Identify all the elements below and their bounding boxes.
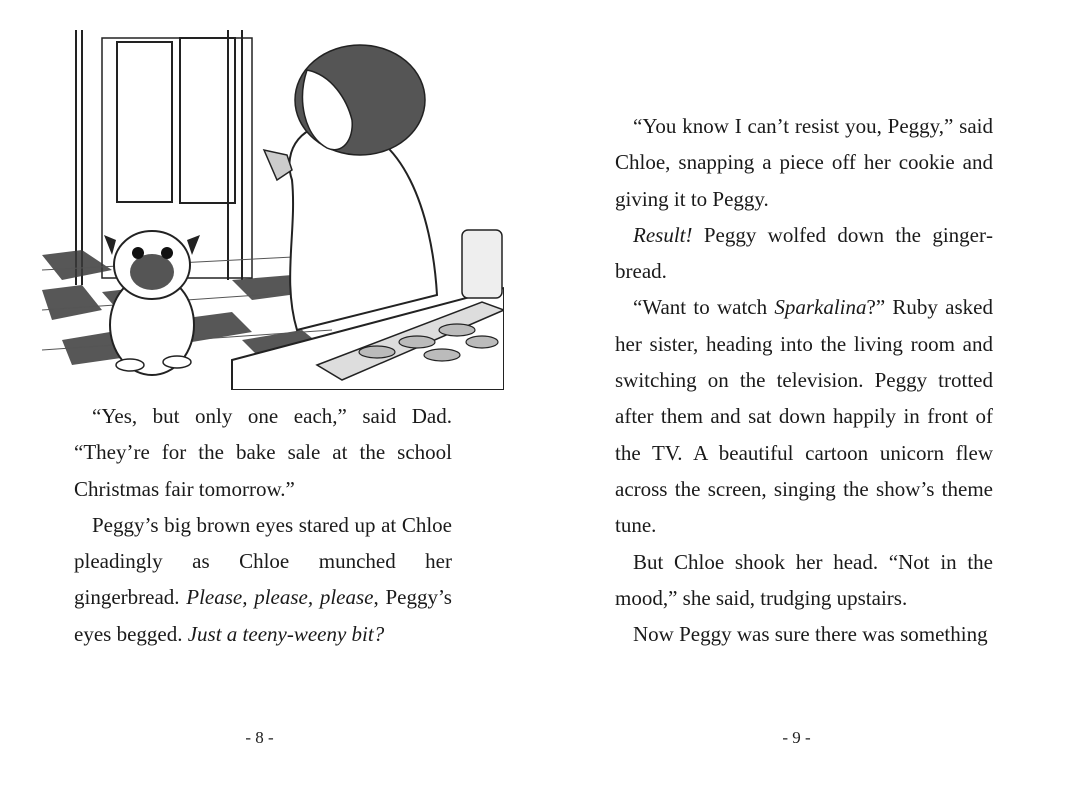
text-run: But Chloe shook her head. “Not in the mood,” she said, trudging upstairs. bbox=[615, 549, 993, 610]
paragraph bbox=[615, 108, 993, 217]
text-run: , Peggy’s eyes begged. bbox=[74, 585, 452, 646]
text-run: Now Peggy was sure there was something bbox=[633, 622, 988, 647]
right-page bbox=[533, 0, 1066, 800]
right-page-text bbox=[615, 108, 993, 652]
pug-and-girl-illustration bbox=[42, 30, 504, 390]
paragraph bbox=[74, 507, 452, 652]
italic-text: Just a teeny-weeny bit? bbox=[187, 621, 385, 646]
paragraph bbox=[615, 616, 993, 652]
paragraph bbox=[74, 398, 452, 507]
paragraph bbox=[615, 544, 993, 617]
illustration bbox=[42, 30, 504, 390]
text-run: Peggy wolfed down the gingerbread. bbox=[615, 222, 993, 284]
text-run: Peggy’s big brown eyes stared up at Chloe pleadingly as Chloe munched her gingerbread. bbox=[74, 512, 452, 610]
italic-text: Result! bbox=[633, 222, 693, 247]
paragraph bbox=[615, 217, 993, 290]
text-run: “Want to watch bbox=[633, 295, 775, 320]
page-number-left: - 8 - bbox=[245, 728, 274, 747]
text-run: ?” Ruby asked her sister, heading into the living room and switching on the television. Peggy trotted after them and sat down happily in front of the TV. A beautiful cartoon unicorn flew across the screen, singing the show’s theme tune. bbox=[615, 295, 993, 538]
text-run: “Yes, but only one each,” said Dad. “They’re for the bake sale at the school Christmas fair tomorrow.” bbox=[74, 404, 452, 501]
italic-text: Sparkalina bbox=[774, 295, 867, 320]
italic-text: Please, please, please bbox=[186, 585, 374, 610]
text-run: “You know I can’t resist you, Peggy,” said Chloe, snapping a piece off her cookie and giving it to Peggy. bbox=[615, 114, 993, 211]
left-page-text bbox=[74, 398, 452, 652]
paragraph bbox=[615, 289, 993, 543]
page-number-right: - 9 - bbox=[782, 728, 811, 747]
